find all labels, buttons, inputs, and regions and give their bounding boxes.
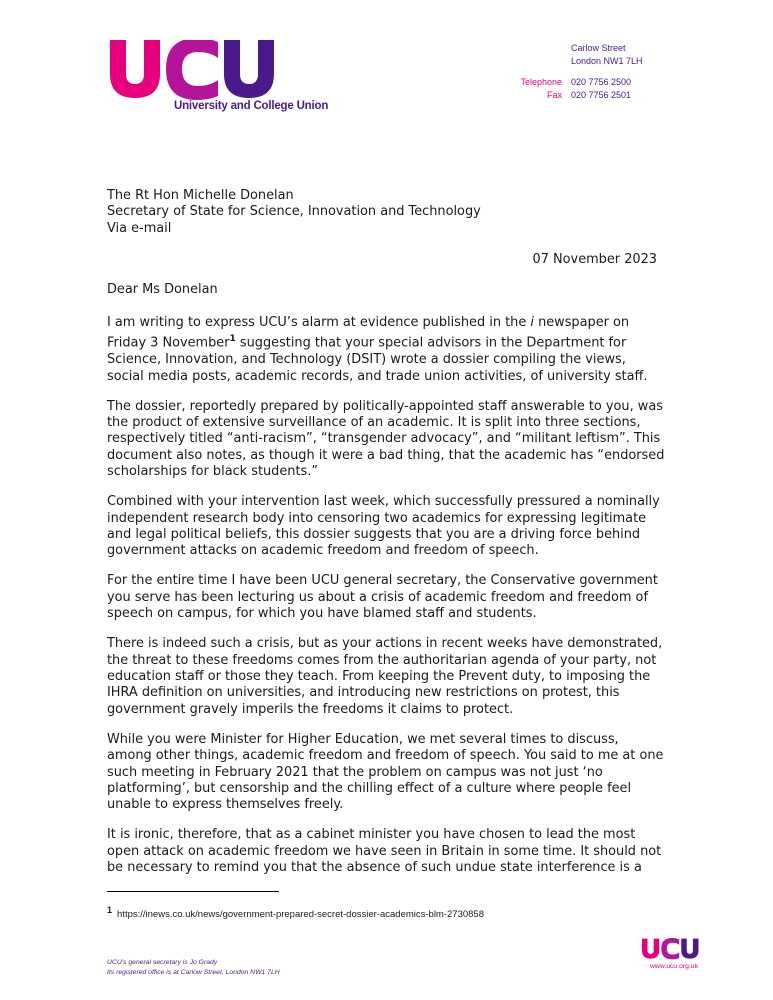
footnote	[107, 905, 484, 920]
recipient-name: The Rt Hon Michelle Donelan	[107, 188, 294, 203]
letterhead-contact	[500, 76, 631, 102]
paragraph: While you were Minister for Higher Education, we met several times to discuss, among other things, academic freedom and freedom of speech. You said to me at one such meeting in February 2021 that the problem on campus was not just ‘no platforming’, but censorship and the chilling effect of a culture where people feel unable to express themselves freely.	[107, 731, 664, 813]
footer-logo	[642, 938, 704, 964]
recipient-title: Secretary of State for Science, Innovation and Technology	[107, 204, 481, 220]
letter-date: 07 November 2023	[532, 252, 657, 267]
letter-body	[107, 315, 665, 890]
footnote-marker: 1	[229, 334, 236, 345]
ucu-logo-mark	[110, 40, 290, 100]
paragraph: For the entire time I have been UCU general secretary, the Conservative government you serve has been lecturing us about a crisis of academic freedom and freedom of speech on campus, for which you have blamed staff and students.	[107, 573, 658, 622]
ucu-logo	[110, 40, 329, 120]
salutation: Dear Ms Donelan	[107, 282, 218, 297]
recipient-delivery: Via e-mail	[107, 220, 172, 236]
footnote-number: 1	[107, 905, 113, 915]
footnote-link[interactable]: https://inews.co.uk/news/government-prepared-secret-dossier-academics-blm-2730858	[117, 909, 484, 921]
fax-label: Fax	[546, 90, 562, 100]
paragraph: The dossier, reportedly prepared by politically-appointed staff answerable to you, was the product of extensive surveillance of an academic. It is split into three sections, respectively titled “anti-racism”, “transgender advocacy”, and “militant leftism”. This document also notes, as though it were a bad thing, that the academic has “endorsed scholarships for black students.”	[107, 398, 665, 480]
ucu-footer-logo-mark	[642, 938, 704, 960]
address-line: Carlow Street	[571, 43, 626, 53]
paragraph: I am writing to express UCU’s alarm at evidence published in the i newspaper on Friday 3 November$^1$ suggesting that your special advisors in the Department for Science, Innovation, and Technology (DSIT) wrote a dossier compiling the views, social media posts, academic records, and trade union activities, of university staff.	[107, 315, 648, 384]
footnote-divider	[107, 891, 279, 892]
org-name: University and College Union	[174, 100, 329, 112]
paragraph: It is ironic, therefore, that as a cabinet minister you have chosen to lead the most open attack on academic freedom we have seen in Britain in some time. It should not be necessary to remind you that the absence of such undue state interference is a	[107, 827, 662, 876]
telephone-value: 020 7756 2500	[571, 77, 632, 87]
paragraph: There is indeed such a crisis, but as your actions in recent weeks have demonstrated, the threat to these freedoms comes from the authoritarian agenda of your party, not education staff or those they teach. From keeping the Prevent duty, to imposing the IHRA definition on universities, and introducing new restrictions on protest, this government gravely imperils the freedoms it claims to protect.	[107, 636, 663, 717]
telephone-label: Telephone	[520, 77, 562, 87]
address-line: London NW1 7LH	[571, 56, 643, 66]
paragraph: Combined with your intervention last week, which successfully pressured a nominally independent research body into censoring two academics for expressing legitimate and legal political beliefs, this dossier suggests that you are a driving force behind government attacks on academic freedom and freedom of speech.	[107, 494, 660, 559]
footer-url[interactable]: www.ucu.org.uk	[650, 963, 698, 970]
fax-value: 020 7756 2501	[571, 90, 632, 100]
footer-line: Its registered office is at Carlow Street, London NW1 7LH	[107, 969, 280, 976]
recipient-block	[107, 188, 665, 237]
letterhead-address	[571, 42, 643, 68]
footer-info	[107, 958, 280, 978]
footer-line: UCU’s general secretary is Jo Grady	[107, 959, 218, 966]
